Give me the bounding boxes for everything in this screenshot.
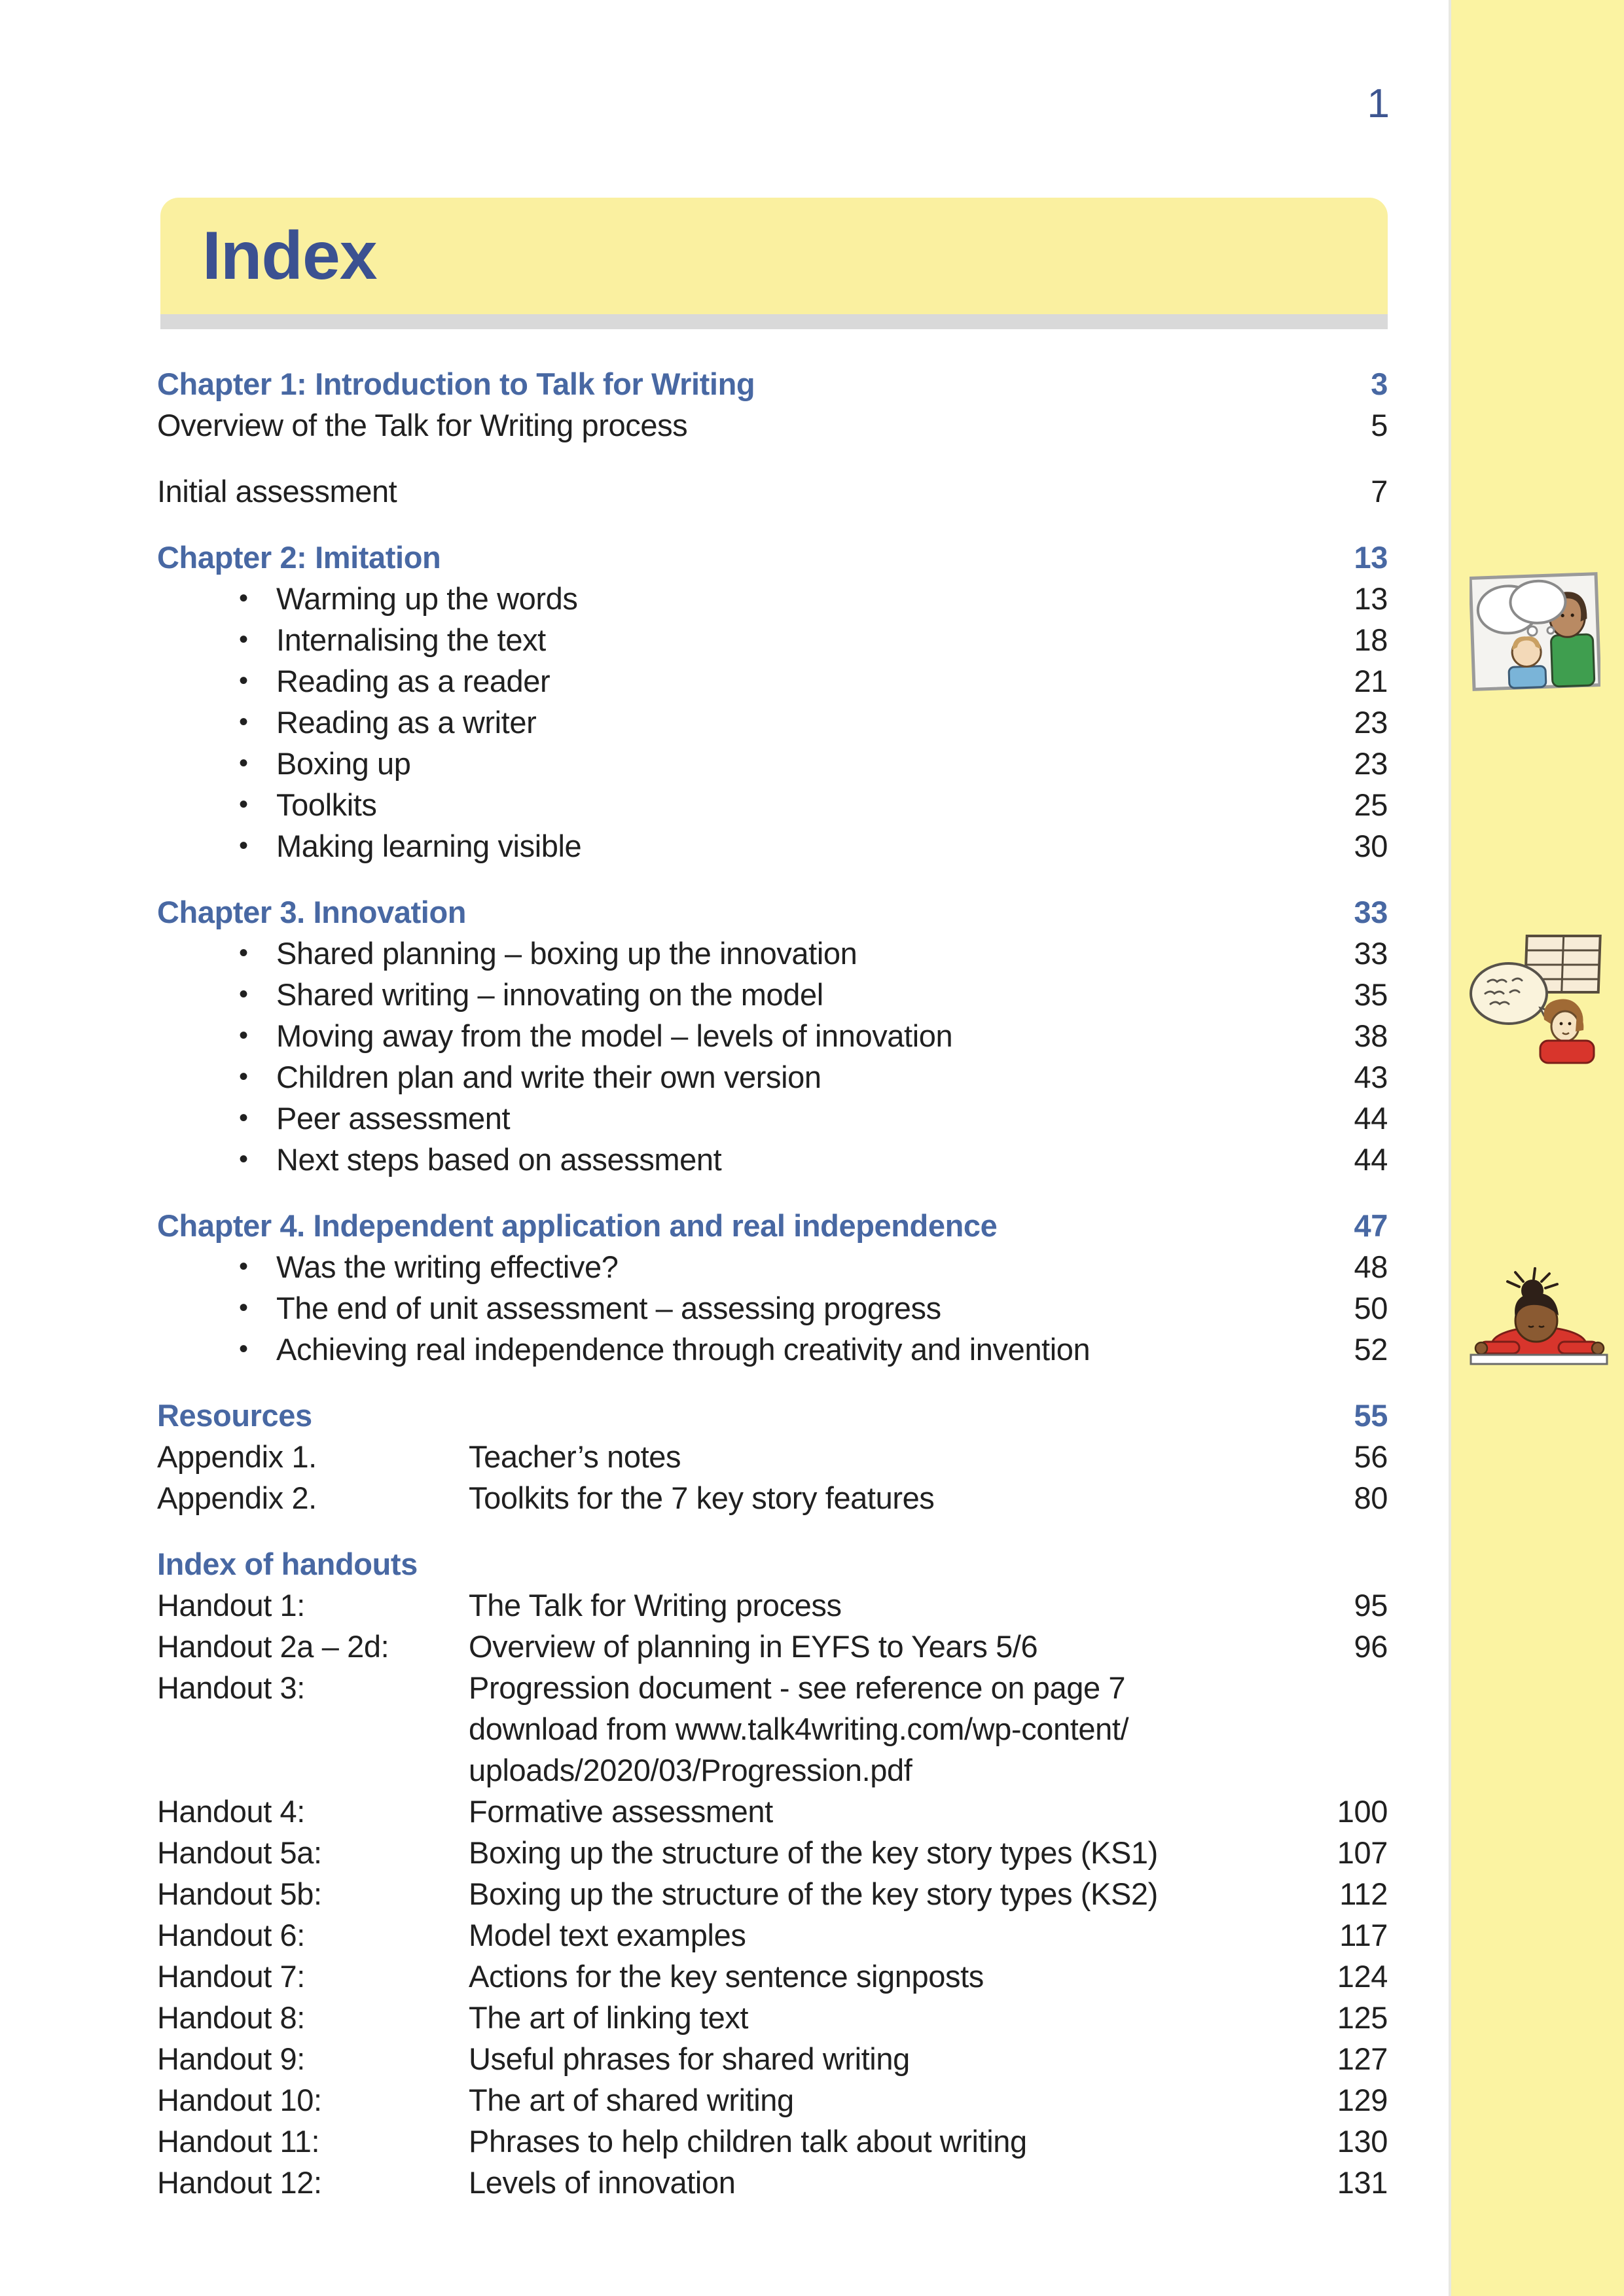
toc-row-section: Resources 55 — [157, 1398, 1388, 1433]
toc-row-handout: Handout 5b: Boxing up the structure of the key story types (KS2) 112 — [157, 1876, 1388, 1911]
bullet-icon: • — [239, 939, 248, 967]
toc-row-chapter: Chapter 4. Independent application and real independence 47 — [157, 1208, 1388, 1243]
bullet-icon: • — [239, 584, 248, 613]
bullet-icon: • — [239, 625, 248, 654]
toc-row-handout: Handout 2a – 2d: Overview of planning in EYFS to Years 5/6 96 — [157, 1629, 1388, 1664]
yellow-sidebar — [1449, 0, 1624, 2296]
toc-row-bullet: • Reading as a reader 21 — [157, 660, 1388, 702]
index-header-band — [160, 198, 1388, 314]
bullet-icon: • — [239, 1145, 248, 1174]
talking-illustration — [1470, 571, 1600, 692]
bullet-icon: • — [239, 790, 248, 819]
toc-row-handout: Handout 9: Useful phrases for shared writing 127 — [157, 2041, 1388, 2076]
bullet-icon: • — [239, 1062, 248, 1091]
toc-row-chapter: Chapter 1: Introduction to Talk for Writing 3 — [157, 367, 1388, 401]
bullet-icon: • — [239, 1252, 248, 1281]
bullet-icon: • — [239, 1335, 248, 1363]
toc-row-handout: Handout 3: Progression document - see reference on page 7 download from www.talk4writing.com/wp-content/ uploads/2020/03/Progression.pdf — [157, 1670, 1129, 1787]
toc-row-handout: Handout 7: Actions for the key sentence signposts 124 — [157, 1959, 1388, 1994]
page-number: 1 — [1367, 81, 1390, 126]
toc-row-bullet: • Making learning visible 30 — [157, 825, 1388, 867]
toc-row-bullet: • Peer assessment 44 — [157, 1098, 1388, 1139]
bullet-icon: • — [239, 980, 248, 1009]
bullet-icon: • — [239, 1103, 248, 1132]
toc-row-appendix: Appendix 1. Teacher’s notes 56 — [157, 1439, 1388, 1474]
toc-row-handout: Handout 8: The art of linking text 125 — [157, 2000, 1388, 2035]
toc-row-bullet: • Warming up the words 13 — [157, 578, 1388, 619]
toc-row: Overview of the Talk for Writing process 5 — [157, 408, 1388, 442]
bullet-icon: • — [239, 749, 248, 778]
bullet-icon: • — [239, 831, 248, 860]
toc-row-bullet: • Reading as a writer 23 — [157, 702, 1388, 743]
toc-row-handout: Handout 4: Formative assessment 100 — [157, 1794, 1388, 1829]
toc-row-bullet: • Moving away from the model – levels of innovation 38 — [157, 1015, 1388, 1056]
toc-row: Initial assessment 7 — [157, 474, 1388, 509]
toc-row-chapter: Chapter 3. Innovation 33 — [157, 895, 1388, 929]
toc-row-handout: Handout 12: Levels of innovation 131 — [157, 2165, 1388, 2200]
toc-row-bullet: • Was the writing effective? 48 — [157, 1246, 1388, 1287]
table-of-contents — [157, 363, 1388, 2203]
writing-illustration — [1468, 1253, 1610, 1378]
toc-row-handout: Handout 10: The art of shared writing 129 — [157, 2083, 1388, 2117]
toc-row-bullet: • Toolkits 25 — [157, 784, 1388, 825]
toc-row-bullet: • Boxing up 23 — [157, 743, 1388, 784]
bullet-icon: • — [239, 666, 248, 695]
toc-row-bullet: • Shared writing – innovating on the model 35 — [157, 974, 1388, 1015]
toc-row-bullet: • Achieving real independence through creativity and invention 52 — [157, 1329, 1388, 1370]
toc-row-bullet: • Next steps based on assessment 44 — [157, 1139, 1388, 1180]
header-divider — [160, 314, 1388, 329]
toc-row-chapter: Chapter 2: Imitation 13 — [157, 540, 1388, 575]
bullet-icon: • — [239, 708, 248, 736]
toc-row-bullet: • Children plan and write their own version 43 — [157, 1056, 1388, 1098]
toc-row-appendix: Appendix 2. Toolkits for the 7 key story features 80 — [157, 1480, 1388, 1515]
toc-row-handout: Handout 1: The Talk for Writing process 95 — [157, 1588, 1388, 1623]
toc-row-handout: Handout 6: Model text examples 117 — [157, 1918, 1388, 1952]
toc-row-bullet: • The end of unit assessment – assessing progress 50 — [157, 1287, 1388, 1329]
reading-illustration — [1467, 931, 1604, 1078]
bullet-icon: • — [239, 1293, 248, 1322]
toc-row-handout: Handout 11: Phrases to help children talk about writing 130 — [157, 2124, 1388, 2159]
page-title: Index — [202, 217, 377, 294]
toc-row-handout: Handout 5a: Boxing up the structure of the key story types (KS1) 107 — [157, 1835, 1388, 1870]
toc-row-bullet: • Shared planning – boxing up the innovation 33 — [157, 933, 1388, 974]
bullet-icon: • — [239, 1021, 248, 1050]
toc-row-bullet: • Internalising the text 18 — [157, 619, 1388, 660]
toc-row-section: Index of handouts — [157, 1547, 418, 1581]
